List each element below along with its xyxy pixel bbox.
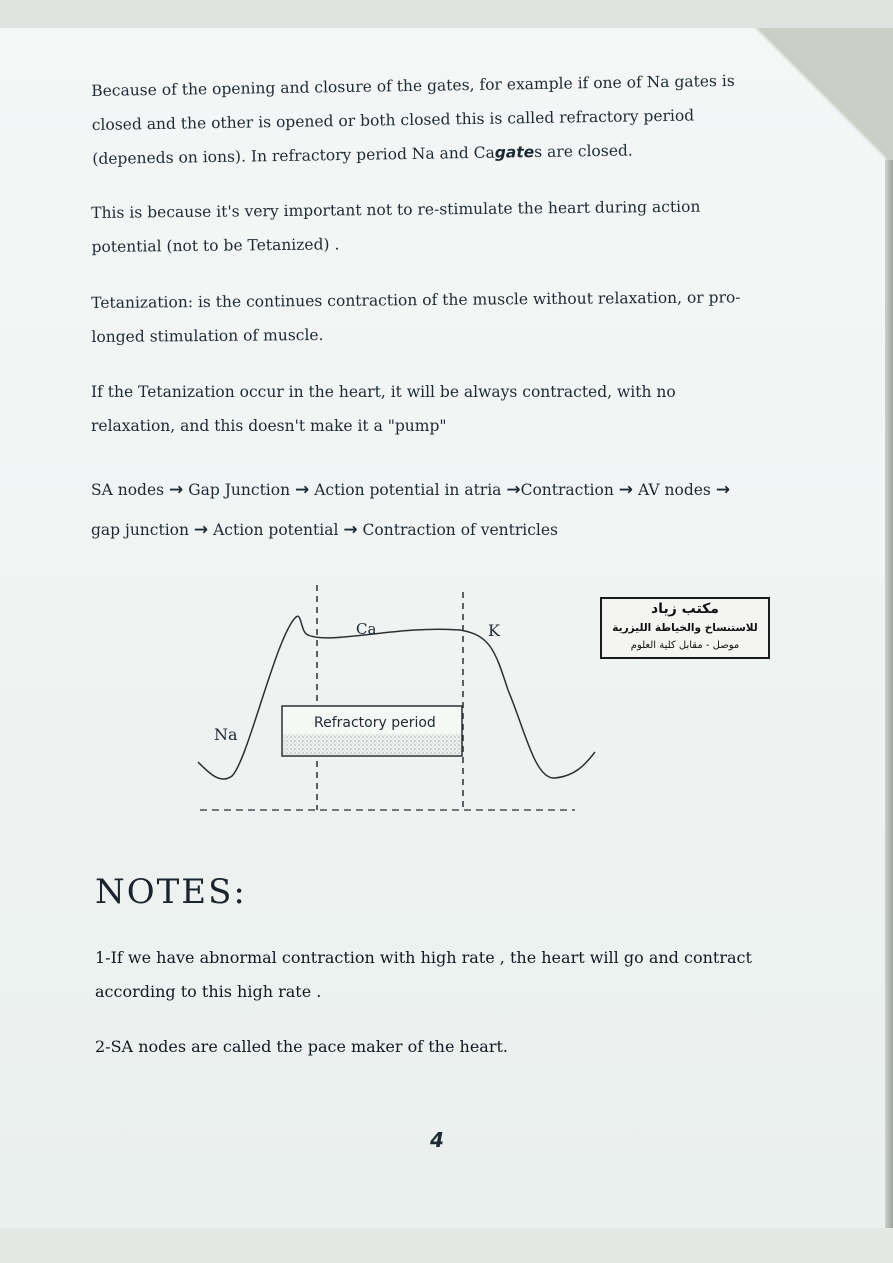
paragraph-text: Because of the opening and closure of the gates, for example if one of Na gates is closed and the other is opened or both closed this is called refractory period (depeneds on ions). In refractory period Na and Ca — [91, 71, 735, 168]
note-item-2: 2-SA nodes are called the pace maker of the heart. — [95, 1037, 509, 1056]
arrow-icon: → — [618, 480, 634, 500]
note-item-1: 1-If we have abnormal contraction with high rate , the heart will go and contract according to this high rate . — [95, 948, 752, 1001]
scan-margin — [0, 1228, 893, 1263]
paragraph-text-end: s are closed. — [534, 141, 633, 162]
paragraph-restimulation: This is because it's very important not to re-stimulate the heart during action potential (not to be Tetanized) . — [91, 197, 701, 256]
arrow-icon: → — [715, 480, 731, 500]
paragraph-refractory-period — [91, 64, 743, 176]
na-label: Na — [214, 725, 238, 744]
arrow-icon: → — [506, 480, 521, 500]
action-potential-diagram — [190, 580, 610, 820]
stamp-line-3: موصل - مقابل كلية العلوم — [630, 640, 740, 651]
pathway-step-sa-nodes: SA nodes — [91, 481, 165, 499]
pathway-step-contraction: Contraction — [520, 481, 614, 499]
shop-stamp — [600, 597, 770, 659]
arrow-icon: → — [169, 480, 184, 500]
page-number: 4 — [430, 1128, 444, 1152]
pathway-step-av-nodes: AV nodes — [637, 481, 711, 499]
pathway-step-action-potential: Action potential — [213, 521, 339, 539]
arrow-icon: → — [193, 520, 209, 540]
handwritten-annotation: gate — [494, 143, 535, 162]
k-label: K — [488, 621, 500, 640]
page-edge-shadow — [885, 160, 893, 1230]
ca-label: Ca — [356, 620, 377, 638]
refractory-period-label: Refractory period — [314, 715, 436, 731]
paragraph-conduction-pathway — [91, 470, 741, 550]
arrow-icon: → — [295, 480, 310, 500]
pathway-step-gap-junction-2: gap junction — [91, 521, 189, 539]
folded-corner — [753, 28, 893, 168]
paragraph-tetanization-heart: If the Tetanization occur in the heart, it will be always contracted, with no relaxation, and this doesn't make it a "pump" — [91, 383, 676, 435]
paragraph-tetanization-definition: Tetanization: is the continues contraction of the muscle without relaxation, or pro-longed stimulation of muscle. — [91, 288, 741, 346]
pathway-step-ventricle-contraction: Contraction of ventricles — [362, 521, 558, 539]
refractory-period-shading — [283, 734, 461, 755]
pathway-step-ap-atria: Action potential in atria — [314, 481, 502, 499]
pathway-step-gap-junction: Gap Junction — [188, 481, 291, 499]
notes-heading: NOTES: — [95, 872, 247, 912]
arrow-icon: → — [343, 520, 358, 540]
stamp-line-2: للاستنساخ والخياطة الليزرية — [612, 622, 758, 634]
stamp-line-1: مكتب زياد — [651, 601, 719, 617]
